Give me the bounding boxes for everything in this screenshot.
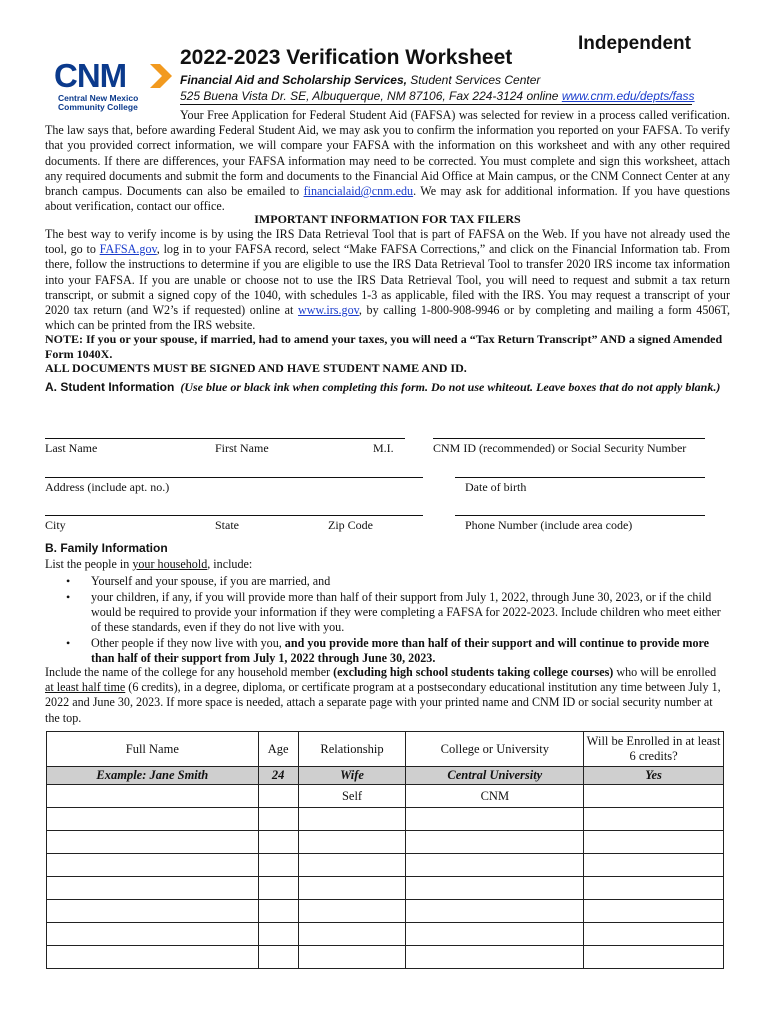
address-field-line[interactable] [45, 477, 423, 478]
dob-label: Date of birth [465, 480, 527, 494]
logo-subtitle: Central New Mexico Community College [58, 93, 139, 112]
relationship-cell[interactable] [298, 854, 406, 877]
age-cell[interactable] [258, 900, 298, 923]
website-link[interactable]: www.cnm.edu/depts/fass [561, 89, 695, 103]
intro-paragraph: Your Free Application for Federal Student Aid (FAFSA) was selected for review in a process called verification. The law says that, before awarding Federal Student Aid, we may ask you to confirm the information you reported on your FAFSA. To verify that you provided correct information, we will compare your FAFSA with the information on this worksheet and with any other required documents. If there are differences, your FAFSA information may need to be corrected. You must complete and sign this worksheet, attach any required documents and submit the form and documents to the Financial Aid Office at Main campus, or the CNM Connect Center at any branch campus. Documents can also be emailed to financialaid@cnm.edu. We may ask for additional information. If you have questions about verification, contact our office. [45, 108, 730, 214]
zip-label: Zip Code [328, 518, 373, 532]
table-row[interactable] [47, 900, 724, 923]
example-relationship: Wife [298, 767, 406, 785]
status-label: Independent [578, 33, 691, 54]
enrolled-cell[interactable] [584, 923, 724, 946]
tax-heading: IMPORTANT INFORMATION FOR TAX FILERS [254, 212, 521, 226]
name-cell[interactable] [47, 923, 259, 946]
college-cell[interactable] [406, 877, 584, 900]
page-title: 2022-2023 Verification Worksheet [180, 46, 513, 69]
college-cell[interactable] [406, 808, 584, 831]
age-cell[interactable] [258, 831, 298, 854]
name-cell[interactable] [47, 854, 259, 877]
relationship-cell[interactable] [298, 923, 406, 946]
college-cell[interactable] [406, 900, 584, 923]
phone-field-line[interactable] [455, 515, 705, 516]
relationship-cell[interactable]: Self [298, 785, 406, 808]
header-enrolled: Will be Enrolled in at least 6 credits? [584, 732, 724, 767]
relationship-cell[interactable] [298, 900, 406, 923]
email-link[interactable]: financialaid@cnm.edu [303, 184, 414, 199]
table-row[interactable] [47, 808, 724, 831]
household-intro: List the people in your household, include: [45, 557, 253, 571]
table-row[interactable] [47, 831, 724, 854]
header-college: College or University [406, 732, 584, 767]
first-name-label: First Name [215, 441, 269, 455]
relationship-cell[interactable] [298, 946, 406, 969]
fafsa-link[interactable]: FAFSA.gov [99, 242, 157, 257]
name-cell[interactable] [47, 785, 259, 808]
age-cell[interactable] [258, 854, 298, 877]
bullet-self: Yourself and your spouse, if you are married, and [91, 574, 331, 588]
state-label: State [215, 518, 239, 532]
address-line: 525 Buena Vista Dr. SE, Albuquerque, NM 87106, Fax 224-3124 online www.cnm.edu/depts/fass [180, 89, 695, 103]
cnm-id-label: CNM ID (recommended) or Social Security Number [433, 441, 687, 455]
enrolled-cell[interactable] [584, 877, 724, 900]
table-row[interactable] [47, 854, 724, 877]
phone-label: Phone Number (include area code) [465, 518, 633, 532]
bullet-icon: • [66, 574, 71, 588]
city-state-zip-field-line[interactable] [45, 515, 423, 516]
table-row[interactable] [47, 877, 724, 900]
irs-link[interactable]: www.irs.gov [297, 303, 359, 318]
section-b-heading: B. Family Information [45, 541, 168, 555]
college-cell[interactable] [406, 923, 584, 946]
household-table [46, 731, 724, 969]
example-enrolled: Yes [584, 767, 724, 785]
enrolled-cell[interactable] [584, 831, 724, 854]
example-age: 24 [258, 767, 298, 785]
name-cell[interactable] [47, 831, 259, 854]
bullet-others: Other people if they now live with you, and you provide more than half of their support and will continue to provide more than half of their support from July 1, 2022 through June 30, 2023. [91, 636, 710, 666]
bullet-icon: • [66, 590, 71, 604]
enrolled-cell[interactable] [584, 785, 724, 808]
logo-arrow-icon [150, 64, 172, 88]
relationship-cell[interactable] [298, 808, 406, 831]
header-divider [180, 104, 692, 105]
table-row[interactable] [47, 785, 724, 808]
header-full-name: Full Name [47, 732, 259, 767]
example-row [47, 767, 724, 785]
logo-text: CNM [54, 57, 127, 94]
table-header-row [47, 732, 724, 767]
age-cell[interactable] [258, 877, 298, 900]
enrolled-cell[interactable] [584, 946, 724, 969]
college-cell[interactable] [406, 854, 584, 877]
address-label: Address (include apt. no.) [45, 480, 170, 494]
enrolled-cell[interactable] [584, 900, 724, 923]
name-cell[interactable] [47, 808, 259, 831]
dob-field-line[interactable] [455, 477, 705, 478]
tax-paragraph: The best way to verify income is by using the IRS Data Retrieval Tool that is part of FAFSA on the Web. If you have not already used the tool, go to FAFSA.gov, log in to your FAFSA record, select “Make FAFSA Corrections,” and click on the Financial Information tab. From there, follow the instructions to determine if you are eligible to use the IRS Data Retrieval Tool to transfer 2020 IRS income tax information into your FAFSA. If you are unable or choose not to use the IRS Data Retrieval Tool, you will need to request and submit a tax return transcript, or submit a signed copy of the 1040, with schedules 1-3 as applicable, filed with the IRS. You may request a transcript of your 2020 tax return (and W2’s if requested) online at www.irs.gov, by calling 1-800-908-9946 or by completing and mailing a form 4506T, which can be printed from the IRS website. [45, 227, 730, 333]
age-cell[interactable] [258, 808, 298, 831]
header-relationship: Relationship [298, 732, 406, 767]
bullet-icon: • [66, 636, 71, 650]
enrolled-cell[interactable] [584, 854, 724, 877]
example-college: Central University [406, 767, 584, 785]
college-cell[interactable]: CNM [406, 785, 584, 808]
relationship-cell[interactable] [298, 831, 406, 854]
age-cell[interactable] [258, 923, 298, 946]
all-documents-notice: ALL DOCUMENTS MUST BE SIGNED AND HAVE STUDENT NAME AND ID. [45, 361, 467, 375]
age-cell[interactable] [258, 946, 298, 969]
amend-note: NOTE: If you or your spouse, if married, had to amend your taxes, you will need a “Tax Return Transcript” AND a signed Amended Form 1040X. [45, 332, 723, 361]
bullet-children: your children, if any, if you will provide more than half of their support from July 1, 2022, through June 30, 2023, or if the child would be required to provide your information if they were completing a FAFSA for 2022-2023. Include children who meet either of these standards, even if they do not live with you. [91, 590, 721, 635]
college-cell[interactable] [406, 831, 584, 854]
name-cell[interactable] [47, 900, 259, 923]
cnm-id-field-line[interactable] [433, 438, 705, 439]
example-name: Example: Jane Smith [47, 767, 259, 785]
table-row[interactable] [47, 923, 724, 946]
mi-label: M.I. [373, 441, 394, 455]
header-age: Age [258, 732, 298, 767]
name-cell[interactable] [47, 877, 259, 900]
name-cell[interactable] [47, 946, 259, 969]
name-field-line[interactable] [45, 438, 405, 439]
table-row[interactable] [47, 946, 724, 969]
college-cell[interactable] [406, 946, 584, 969]
section-a-heading: A. Student Information (Use blue or black ink when completing this form. Do not use whiteout. Leave boxes that do not apply blank.) [45, 380, 721, 394]
last-name-label: Last Name [45, 441, 98, 455]
relationship-cell[interactable] [298, 877, 406, 900]
age-cell[interactable] [258, 785, 298, 808]
enrolled-cell[interactable] [584, 808, 724, 831]
department-line: Financial Aid and Scholarship Services, Student Services Center [180, 73, 541, 87]
city-label: City [45, 518, 66, 532]
college-instructions: Include the name of the college for any household member (excluding high school students taking college courses) who will be enrolled at least half time (6 credits), in a degree, diploma, or certificate program at a postsecondary educational institution any time between July 1, 2022 and June 30, 2023. If more space is needed, attach a separate page with your printed name and CNM ID or social security number at the top. [45, 665, 721, 725]
